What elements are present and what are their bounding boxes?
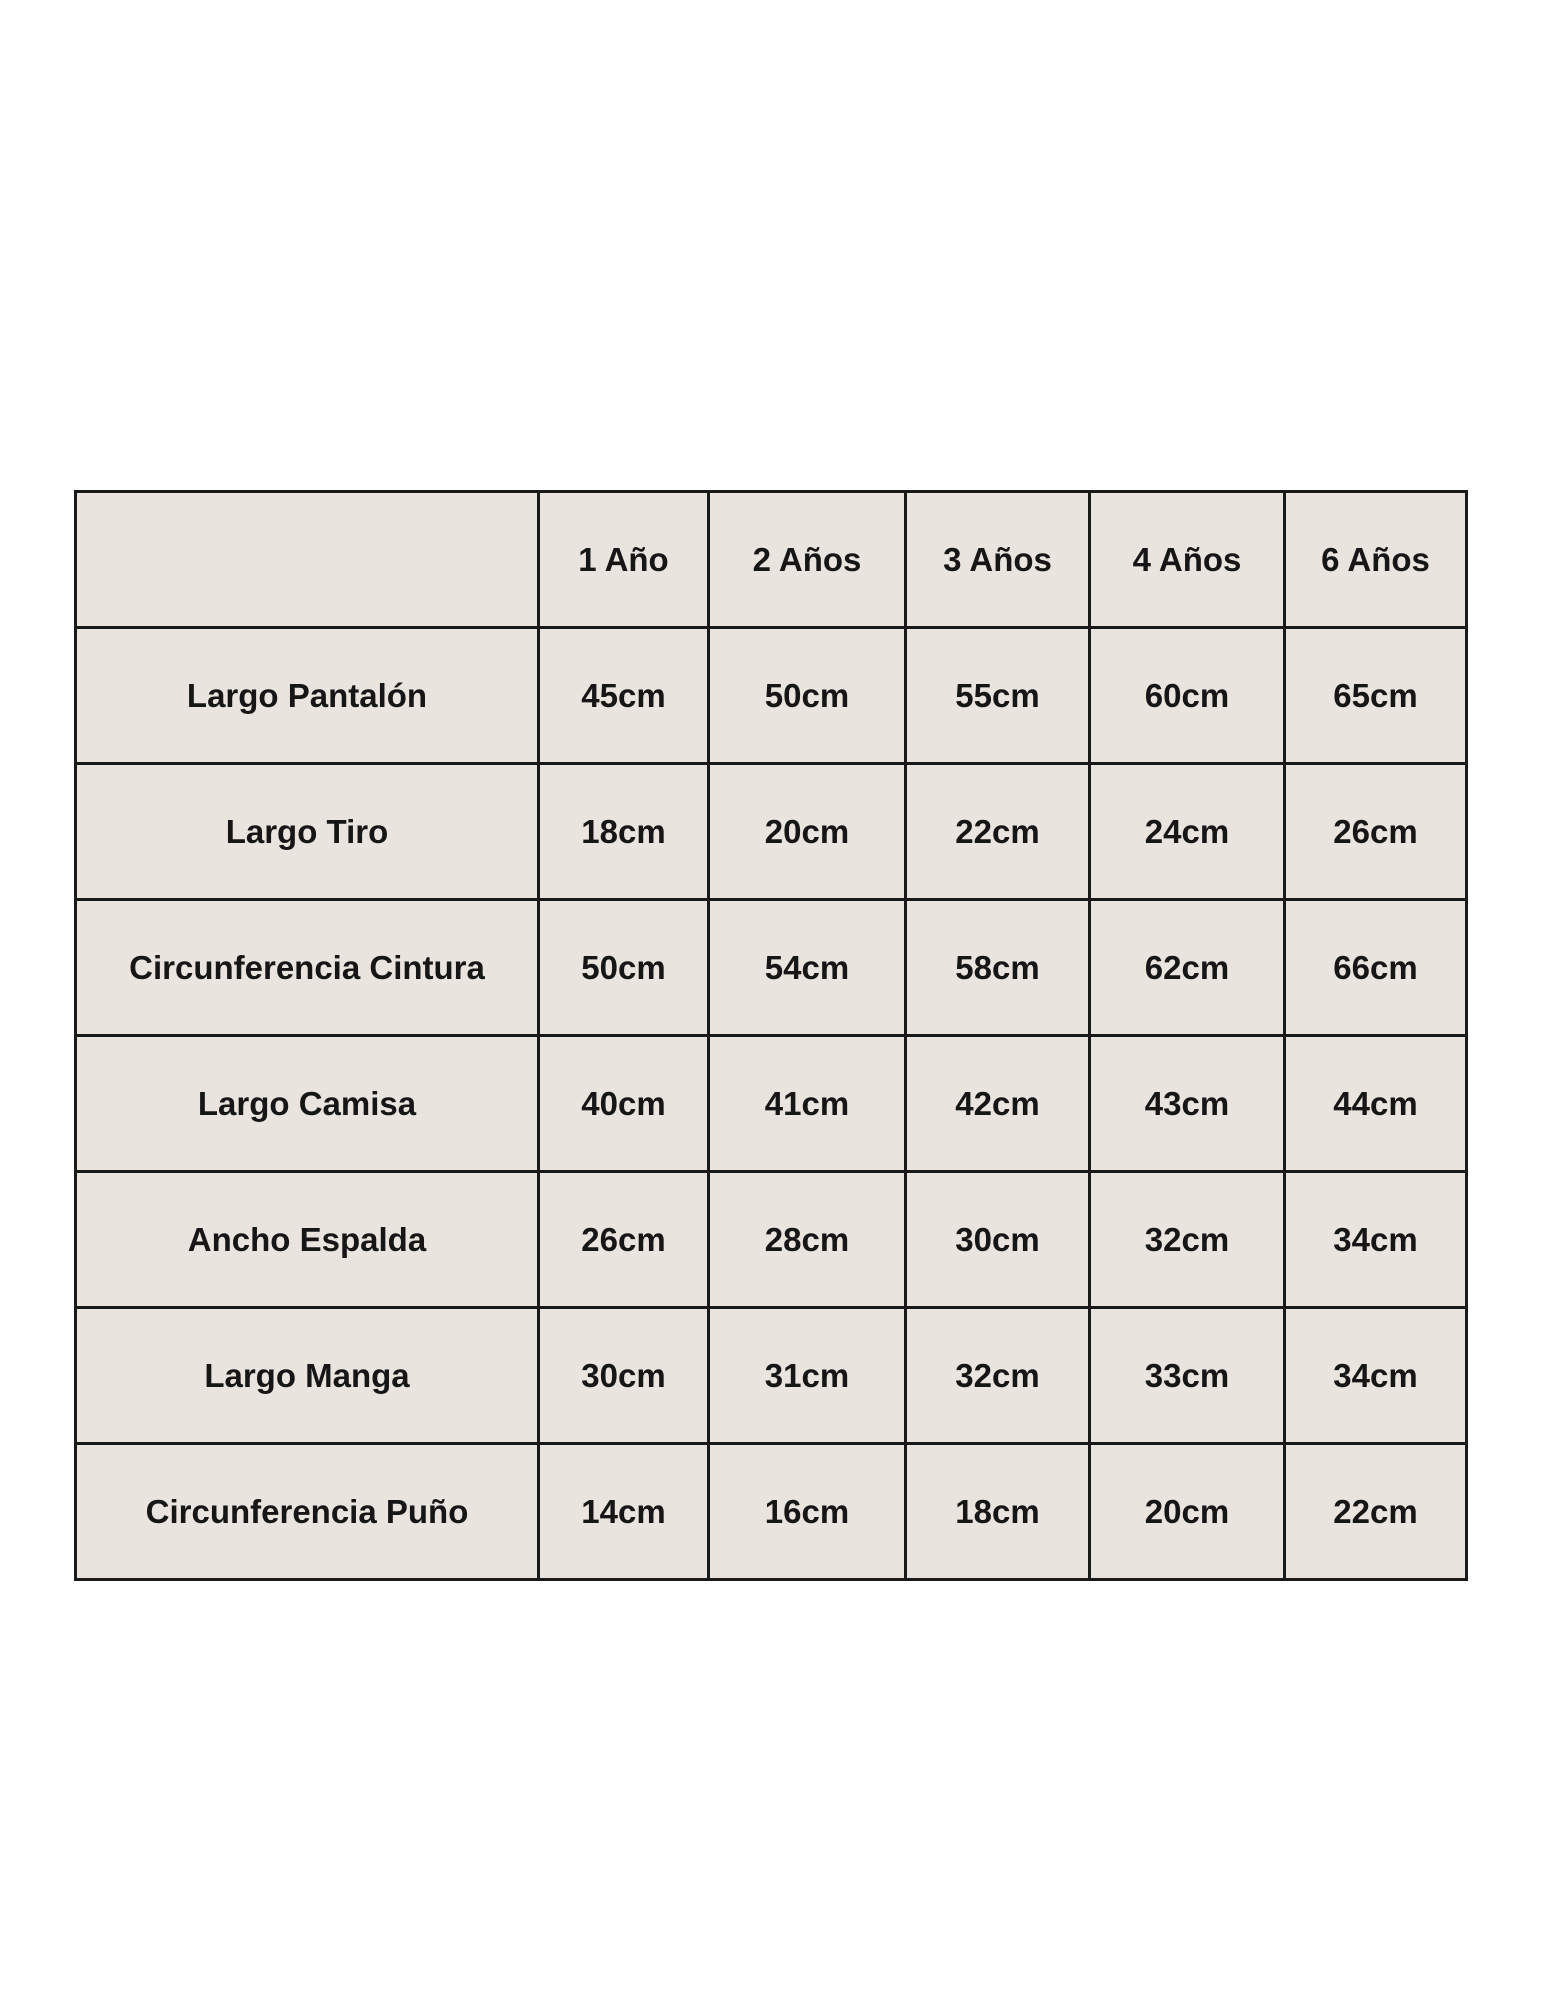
table-cell: 22cm bbox=[1285, 1444, 1467, 1580]
size-chart-table bbox=[74, 490, 1468, 1581]
header-row bbox=[76, 492, 1467, 628]
column-header: 2 Años bbox=[709, 492, 906, 628]
table-cell: 41cm bbox=[709, 1036, 906, 1172]
table-cell: 33cm bbox=[1090, 1308, 1285, 1444]
table-cell: 14cm bbox=[539, 1444, 709, 1580]
column-header: 6 Años bbox=[1285, 492, 1467, 628]
row-label: Largo Tiro bbox=[76, 764, 539, 900]
table-row bbox=[76, 628, 1467, 764]
table-cell: 26cm bbox=[1285, 764, 1467, 900]
table-cell: 65cm bbox=[1285, 628, 1467, 764]
table-cell: 20cm bbox=[709, 764, 906, 900]
table-cell: 32cm bbox=[906, 1308, 1090, 1444]
table-cell: 45cm bbox=[539, 628, 709, 764]
table-row bbox=[76, 1172, 1467, 1308]
table-cell: 30cm bbox=[539, 1308, 709, 1444]
table-cell: 32cm bbox=[1090, 1172, 1285, 1308]
row-label: Circunferencia Puño bbox=[76, 1444, 539, 1580]
table-cell: 54cm bbox=[709, 900, 906, 1036]
table-cell: 55cm bbox=[906, 628, 1090, 764]
table-cell: 60cm bbox=[1090, 628, 1285, 764]
row-label: Largo Manga bbox=[76, 1308, 539, 1444]
column-header: 1 Año bbox=[539, 492, 709, 628]
table-cell: 34cm bbox=[1285, 1308, 1467, 1444]
table-cell: 16cm bbox=[709, 1444, 906, 1580]
table-cell: 40cm bbox=[539, 1036, 709, 1172]
table-cell: 50cm bbox=[709, 628, 906, 764]
row-label: Largo Camisa bbox=[76, 1036, 539, 1172]
corner-cell bbox=[76, 492, 539, 628]
table-cell: 34cm bbox=[1285, 1172, 1467, 1308]
column-header: 4 Años bbox=[1090, 492, 1285, 628]
table-cell: 31cm bbox=[709, 1308, 906, 1444]
table-cell: 28cm bbox=[709, 1172, 906, 1308]
column-header: 3 Años bbox=[906, 492, 1090, 628]
table-row bbox=[76, 1444, 1467, 1580]
table-cell: 22cm bbox=[906, 764, 1090, 900]
row-label: Largo Pantalón bbox=[76, 628, 539, 764]
table-cell: 20cm bbox=[1090, 1444, 1285, 1580]
table-row bbox=[76, 1036, 1467, 1172]
table-cell: 42cm bbox=[906, 1036, 1090, 1172]
table-cell: 66cm bbox=[1285, 900, 1467, 1036]
table-cell: 26cm bbox=[539, 1172, 709, 1308]
table-cell: 58cm bbox=[906, 900, 1090, 1036]
table-cell: 50cm bbox=[539, 900, 709, 1036]
table-row bbox=[76, 764, 1467, 900]
table-cell: 30cm bbox=[906, 1172, 1090, 1308]
row-label: Ancho Espalda bbox=[76, 1172, 539, 1308]
table-row bbox=[76, 1308, 1467, 1444]
table-cell: 18cm bbox=[906, 1444, 1090, 1580]
table-cell: 43cm bbox=[1090, 1036, 1285, 1172]
row-label: Circunferencia Cintura bbox=[76, 900, 539, 1036]
table-row bbox=[76, 900, 1467, 1036]
table-cell: 44cm bbox=[1285, 1036, 1467, 1172]
table-cell: 24cm bbox=[1090, 764, 1285, 900]
table-cell: 62cm bbox=[1090, 900, 1285, 1036]
table-cell: 18cm bbox=[539, 764, 709, 900]
